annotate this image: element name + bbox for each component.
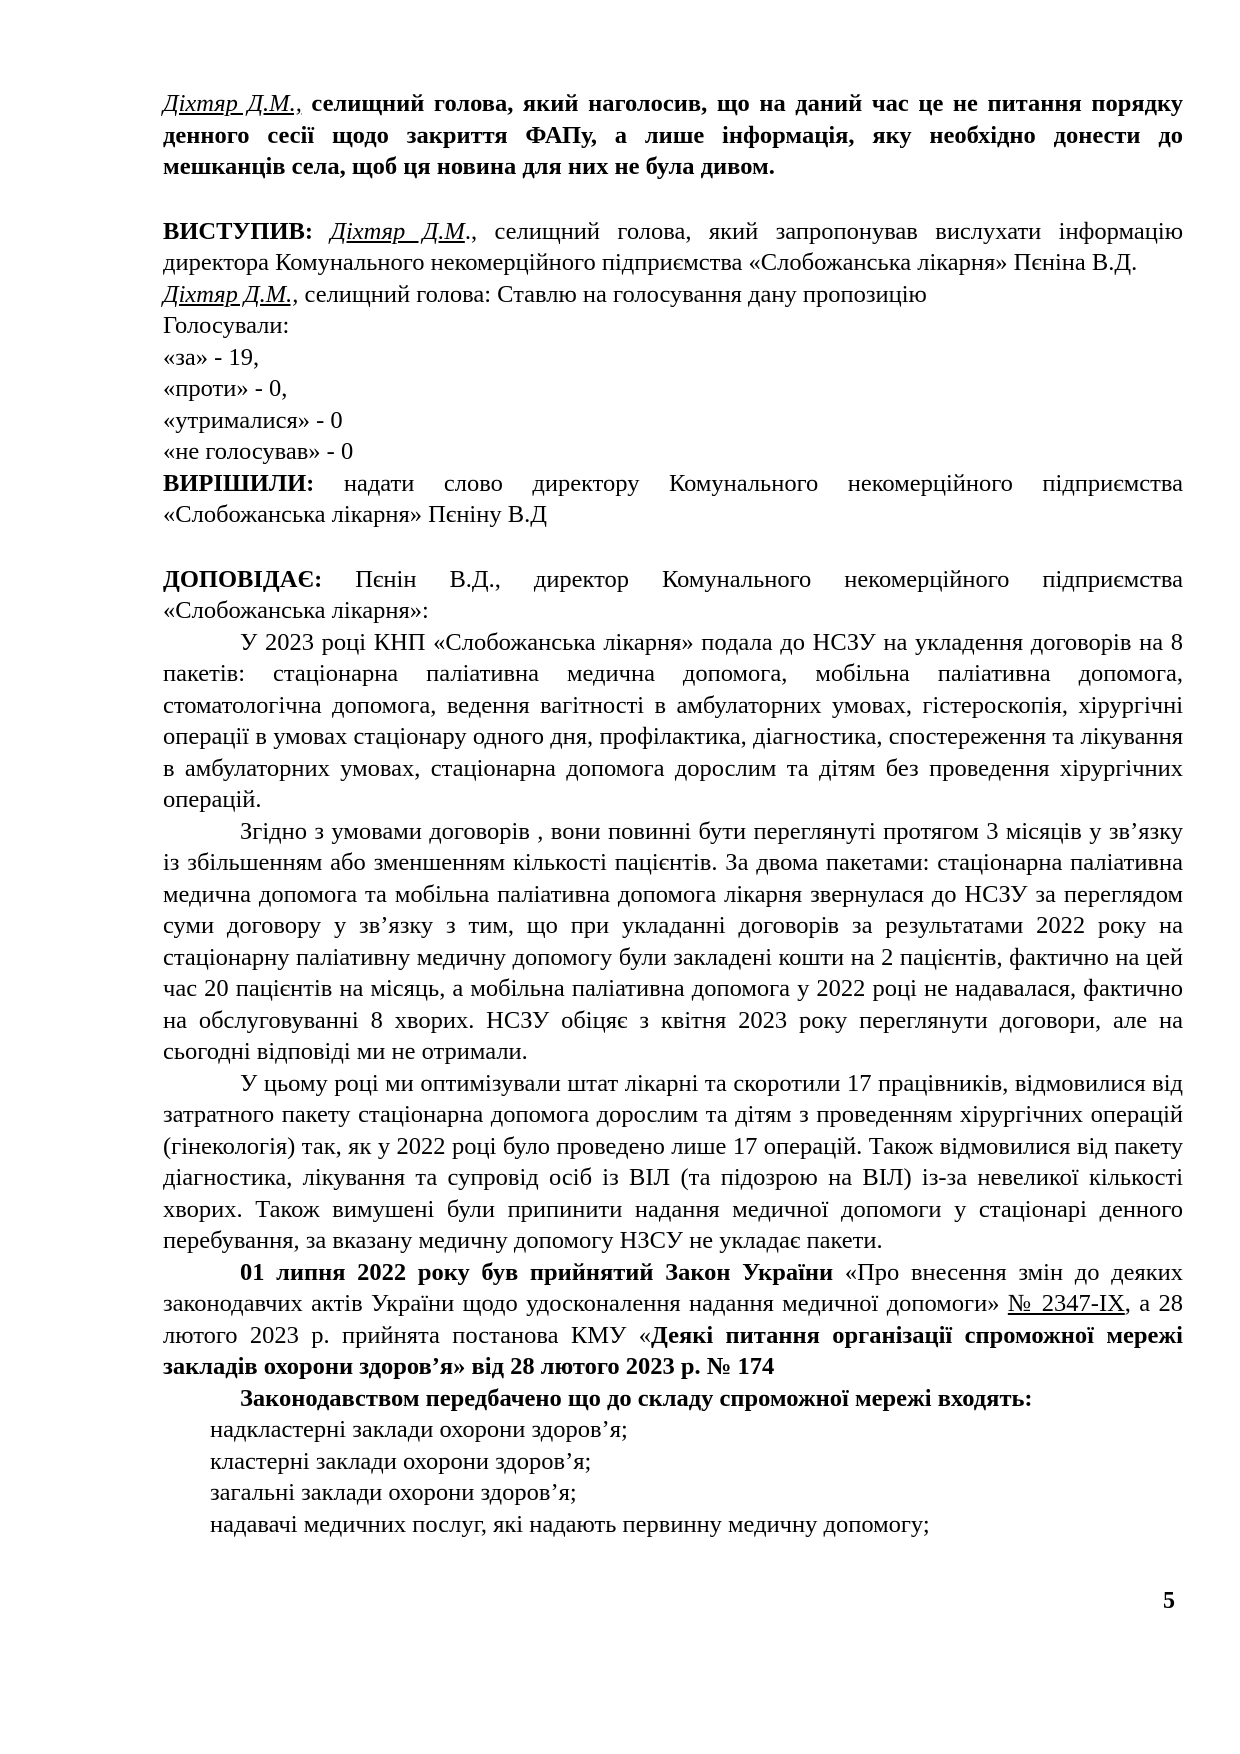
resolution-title: Деякі питання організації спроможної мережі закладів охорони здоров’я» від 28 лютого 2023 р. № 174 (163, 1321, 1183, 1380)
paragraph-report (163, 564, 1183, 627)
list-item: надкластерні заклади охорони здоров’я; (210, 1416, 628, 1443)
paragraph-vystupyv (163, 216, 1183, 279)
paragraph-contracts: Згідно з умовами договорів , вони повинні бути переглянуті протягом 3 місяців у зв’язку із збільшенням або зменшенням кількості пацієнтів. За двома пакетами: стаціонарна паліативна медична допомога та мобільна паліативна допомога лікарня звернулася до НСЗУ за переглядом суми договору у зв’язку з тим, що при укладанні договорів за результатами 2022 року на стаціонарну паліативну медичну допомогу були закладені кошти на 2 пацієнтів, фактично на цей час 20 пацієнтів на місяць, а мобільна паліативна допомога у 2022 році не надавалася, фактично на обслуговуванні 8 хворих. НСЗУ обіцяє з квітня 2023 року переглянути договори, але на сьогодні відповіді ми не отримали. (163, 817, 1183, 1065)
paragraph-law (163, 1257, 1183, 1383)
paragraph-text: Пєнін В.Д., директор Комунального некомерційного підприємства «Слобожанська лікарня»: (163, 565, 1183, 624)
paragraph-dikhtiar-note (163, 88, 1183, 183)
vote-title: Голосували: (163, 312, 290, 339)
paragraph-text: ., селищний голова, який запропонував вислухати інформацію директора Комунального некомерційного підприємства «Слобожанська лікарня» Пєніна В.Д. (163, 217, 1183, 276)
vote-utrymalysia: «утрималися» - 0 (163, 406, 343, 434)
law-date: 01 липня 2022 року був прийнятий Закон України (240, 1258, 834, 1286)
paragraph-decision (163, 468, 1183, 531)
paragraph-text: селищний голова: Ставлю на голосування дану пропозицію (298, 280, 927, 308)
paragraph-optimization: У цьому році ми оптимізували штат лікарні та скоротили 17 працівників, відмовилися від затратного пакету стаціонарна допомога дорослим та дітям з проведенням хірургічних операцій (гінекологія) так, як у 2022 році було проведено лише 17 операцій. Також відмовилися від пакету діагностика, лікування та супровід осіб із ВІЛ (та підозрою на ВІЛ) із-за невеликої кількості хворих. Також вимушені були припинити надання медичної допомоги у стаціонарі денного перебування, за вказану медичну допомогу НЗСУ не укладає пакети. (163, 1069, 1183, 1254)
resolution-intro: , а 28 лютого 2023 р. прийнята постанова КМУ « (163, 1290, 1183, 1349)
law-title: «Про внесення змін до деяких законодавчих актів України щодо удосконалення надання медичної допомоги» (163, 1258, 1183, 1317)
document-body (163, 88, 1183, 1540)
speaker-name: Діхтяр Д.М., (163, 90, 302, 117)
list-item: надавачі медичних послуг, які надають первинну медичну допомогу; (210, 1510, 930, 1538)
section-label: ВИСТУПИВ: (163, 217, 314, 245)
paragraph-text: надати слово директору Комунального некомерційного підприємства «Слобожанська лікарня» Пєніну В.Д (163, 469, 1183, 528)
page-number: 5 (1163, 1588, 1175, 1614)
paragraph-voting-call (163, 279, 1183, 311)
list-item: загальні заклади охорони здоров’я; (210, 1479, 577, 1506)
network-list (163, 1414, 1183, 1540)
section-label: ДОПОВІДАЄ: (163, 565, 323, 593)
section-label: ВИРІШИЛИ: (163, 469, 315, 497)
law-number: № 2347-IX (1007, 1290, 1125, 1317)
paragraph-network: Законодавством передбачено що до складу спроможної мережі входять: (240, 1384, 1033, 1412)
paragraph-packages: У 2023 році КНП «Слобожанська лікарня» подала до НСЗУ на укладення договорів на 8 пакетів: стаціонарна паліативна медична допомога, мобільна паліативна допомога, стоматологічна допомога, ведення вагітності в амбулаторних умовах, гістероскопія, хірургічні операції в умовах стаціонару одного дня, профілактика, діагностика, спостереження та лікування в амбулаторних умовах, стаціонарна допомога дорослим та дітям без проведення хірургічних операцій. (163, 628, 1183, 813)
list-item: кластерні заклади охорони здоров’я; (210, 1447, 592, 1475)
paragraph-text: селищний голова, який наголосив, що на даний час це не питання порядку денного сесії щодо закриття ФАПу, а лише інформація, яку необхідно донести до мешканців села, щоб ця новина для них не була дивом. (163, 90, 1183, 180)
vote-za: «за» - 19, (163, 343, 260, 371)
speaker-name: Діхтяр Д.М., (163, 280, 299, 308)
vote-proty: «проти» - 0, (163, 375, 288, 402)
vote-ne-holosuvav: «не голосував» - 0 (163, 438, 354, 465)
speaker-name: Діхтяр Д.М (330, 217, 465, 245)
